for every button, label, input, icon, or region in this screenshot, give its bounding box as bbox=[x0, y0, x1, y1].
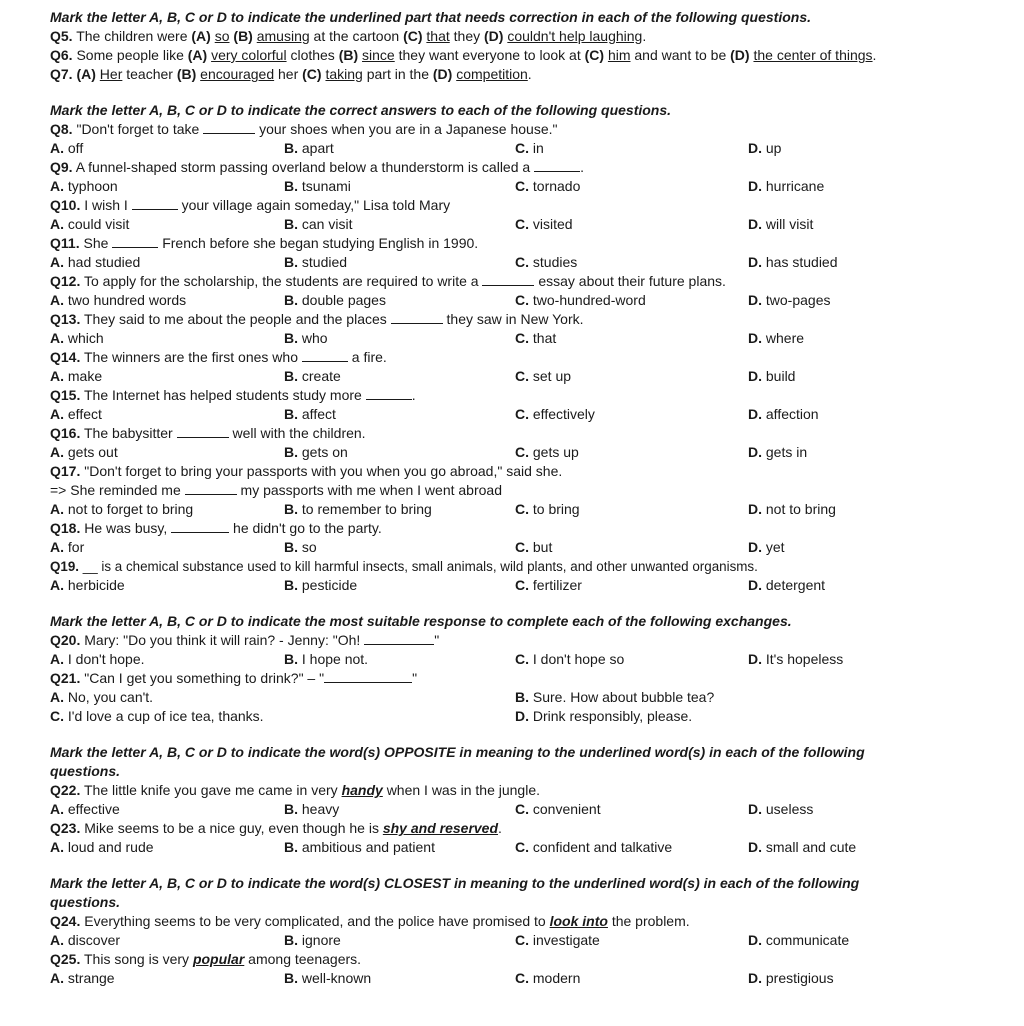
option-d: D. not to bring bbox=[748, 501, 836, 517]
section-instruction-correction: Mark the letter A, B, C or D to indicate the underlined part that needs correction in each of the following questions. bbox=[50, 9, 812, 25]
option-c: C. convenient bbox=[515, 801, 601, 817]
options-q18 bbox=[50, 538, 974, 557]
option-b: B. pesticide bbox=[284, 577, 358, 593]
answer-blank bbox=[171, 519, 229, 533]
q5-part-b: amusing bbox=[256, 28, 310, 44]
q6-part-d: the center of things bbox=[753, 47, 873, 63]
q5-part-a: so bbox=[214, 28, 230, 44]
question-q23: Q23. Mike seems to be a nice guy, even though he is shy and reserved. bbox=[50, 820, 502, 836]
option-c: C. studies bbox=[515, 254, 578, 270]
option-b: B. can visit bbox=[284, 216, 353, 232]
option-a: A. strange bbox=[50, 970, 115, 986]
section-instruction-correct-answers: Mark the letter A, B, C or D to indicate the correct answers to each of the following questions. bbox=[50, 102, 672, 118]
option-a: A. which bbox=[50, 330, 104, 346]
option-c: C. that bbox=[515, 330, 557, 346]
answer-blank bbox=[366, 386, 412, 400]
option-b: B. so bbox=[284, 539, 317, 555]
option-d: D. gets in bbox=[748, 444, 808, 460]
question-q24: Q24. Everything seems to be very complicated, and the police have promised to look into the problem. bbox=[50, 913, 690, 929]
underlined-word: look into bbox=[549, 913, 608, 929]
option-c: C. confident and talkative bbox=[515, 839, 673, 855]
answer-blank bbox=[364, 631, 434, 645]
option-a: A. effective bbox=[50, 801, 120, 817]
options-q23 bbox=[50, 838, 974, 857]
answer-blank bbox=[132, 196, 178, 210]
option-b: B. to remember to bring bbox=[284, 501, 432, 517]
option-a: A. make bbox=[50, 368, 103, 384]
q7-part-d: competition bbox=[456, 66, 528, 82]
option-b: B. who bbox=[284, 330, 328, 346]
option-c: C. to bring bbox=[515, 501, 580, 517]
question-q21: Q21. "Can I get you something to drink?" – " " bbox=[50, 670, 418, 686]
question-q7: Q7. (A) Her teacher (B) encouraged her (C) taking part in the (D) competition. bbox=[50, 66, 532, 82]
q5-part-c: that bbox=[426, 28, 450, 44]
options-q25 bbox=[50, 969, 974, 988]
option-d: D. useless bbox=[748, 801, 814, 817]
option-d: D. prestigious bbox=[748, 970, 834, 986]
option-d: D. It's hopeless bbox=[748, 651, 844, 667]
section-instruction-exchanges: Mark the letter A, B, C or D to indicate the most suitable response to complete each of the following exchanges. bbox=[50, 613, 792, 629]
option-a: A. discover bbox=[50, 932, 121, 948]
options-q17 bbox=[50, 500, 974, 519]
option-d: D. hurricane bbox=[748, 178, 825, 194]
question-q17-line2: => She reminded me my passports with me when I went abroad bbox=[50, 482, 502, 498]
option-c: C. I'd love a cup of ice tea, thanks. bbox=[50, 708, 264, 724]
option-a: A. typhoon bbox=[50, 178, 118, 194]
options-q10 bbox=[50, 215, 974, 234]
question-q18: Q18. He was busy, he didn't go to the party. bbox=[50, 520, 382, 536]
option-b: B. studied bbox=[284, 254, 348, 270]
option-c: C. gets up bbox=[515, 444, 579, 460]
answer-blank bbox=[391, 310, 443, 324]
option-a: A. I don't hope. bbox=[50, 651, 145, 667]
options-q20 bbox=[50, 650, 974, 669]
option-c: C. set up bbox=[515, 368, 572, 384]
option-d: D. communicate bbox=[748, 932, 850, 948]
section-instruction-opposite: Mark the letter A, B, C or D to indicate the word(s) OPPOSITE in meaning to the underlined word(s) in each of the following questions. bbox=[50, 744, 865, 779]
option-a: A. off bbox=[50, 140, 84, 156]
option-b: B. tsunami bbox=[284, 178, 351, 194]
question-q12: Q12. To apply for the scholarship, the students are required to write a essay about their future plans. bbox=[50, 273, 726, 289]
question-q9: Q9. A funnel-shaped storm passing overland below a thunderstorm is called a . bbox=[50, 159, 584, 175]
option-a: A. herbicide bbox=[50, 577, 125, 593]
answer-blank bbox=[112, 234, 158, 248]
options-q21-row1 bbox=[50, 688, 974, 707]
option-a: A. effect bbox=[50, 406, 102, 422]
q7-part-b: encouraged bbox=[200, 66, 275, 82]
answer-blank bbox=[177, 424, 229, 438]
option-a: A. two hundred words bbox=[50, 292, 187, 308]
option-c: C. fertilizer bbox=[515, 577, 582, 593]
option-b: B. ambitious and patient bbox=[284, 839, 435, 855]
option-a: A. loud and rude bbox=[50, 839, 154, 855]
q7-part-c: taking bbox=[325, 66, 363, 82]
underlined-word: popular bbox=[192, 951, 245, 967]
question-q25: Q25. This song is very popular among teenagers. bbox=[50, 951, 362, 967]
options-q16 bbox=[50, 443, 974, 462]
option-b: B. Sure. How about bubble tea? bbox=[515, 689, 715, 705]
option-a: A. No, you can't. bbox=[50, 689, 154, 705]
option-d: D. small and cute bbox=[748, 839, 857, 855]
answer-blank bbox=[185, 481, 237, 495]
options-q15 bbox=[50, 405, 974, 424]
answer-blank bbox=[302, 348, 348, 362]
question-q20: Q20. Mary: "Do you think it will rain? - Jenny: "Oh! " bbox=[50, 632, 440, 648]
question-q16: Q16. The babysitter well with the children. bbox=[50, 425, 366, 441]
q6-part-a: very colorful bbox=[211, 47, 287, 63]
option-a: A. gets out bbox=[50, 444, 118, 460]
option-d: D. affection bbox=[748, 406, 819, 422]
options-q11 bbox=[50, 253, 974, 272]
underlined-word: shy and reserved bbox=[382, 820, 499, 836]
option-b: B. ignore bbox=[284, 932, 341, 948]
question-q5: Q5. The children were (A) so (B) amusing at the cartoon (C) that they (D) couldn't help laughing. bbox=[50, 28, 647, 44]
option-b: B. well-known bbox=[284, 970, 372, 986]
section-instruction-closest: Mark the letter A, B, C or D to indicate the word(s) CLOSEST in meaning to the underlined word(s) in each of the following questions. bbox=[50, 875, 860, 910]
options-q9 bbox=[50, 177, 974, 196]
options-q19 bbox=[50, 576, 974, 595]
question-q11: Q11. She French before she began studying English in 1990. bbox=[50, 235, 479, 251]
option-c: C. investigate bbox=[515, 932, 600, 948]
option-b: B. double pages bbox=[284, 292, 386, 308]
options-q22 bbox=[50, 800, 974, 819]
option-d: D. up bbox=[748, 140, 782, 156]
question-q17: Q17. "Don't forget to bring your passports with you when you go abroad," said she. bbox=[50, 463, 563, 479]
options-q13 bbox=[50, 329, 974, 348]
q6-part-b: since bbox=[362, 47, 395, 63]
q6-part-c: him bbox=[607, 47, 631, 63]
option-b: B. gets on bbox=[284, 444, 348, 460]
option-b: B. heavy bbox=[284, 801, 340, 817]
question-q13: Q13. They said to me about the people and the places they saw in New York. bbox=[50, 311, 584, 327]
answer-blank bbox=[482, 272, 534, 286]
answer-blank bbox=[534, 158, 580, 172]
option-c: C. visited bbox=[515, 216, 573, 232]
option-a: A. not to forget to bring bbox=[50, 501, 194, 517]
options-q8 bbox=[50, 139, 974, 158]
options-q12 bbox=[50, 291, 974, 310]
question-q19: Q19. __ is a chemical substance used to kill harmful insects, small animals, wild plants, and other unwanted organisms. bbox=[50, 559, 758, 574]
option-d: D. will visit bbox=[748, 216, 814, 232]
q5-part-d: couldn't help laughing bbox=[507, 28, 643, 44]
question-q15: Q15. The Internet has helped students study more . bbox=[50, 387, 416, 403]
underlined-word: handy bbox=[341, 782, 383, 798]
option-d: D. build bbox=[748, 368, 796, 384]
option-b: B. create bbox=[284, 368, 341, 384]
answer-blank bbox=[203, 120, 255, 134]
option-c: C. I don't hope so bbox=[515, 651, 625, 667]
option-c: C. in bbox=[515, 140, 544, 156]
question-q10: Q10. I wish I your village again someday," Lisa told Mary bbox=[50, 197, 451, 213]
question-q6: Q6. Some people like (A) very colorful clothes (B) since they want everyone to look at (C) him and want to be (D) the center of things. bbox=[50, 47, 877, 63]
option-d: D. two-pages bbox=[748, 292, 831, 308]
question-q8: Q8. "Don't forget to take your shoes when you are in a Japanese house." bbox=[50, 121, 558, 137]
option-c: C. tornado bbox=[515, 178, 581, 194]
option-c: C. modern bbox=[515, 970, 581, 986]
option-d: D. has studied bbox=[748, 254, 838, 270]
option-c: C. but bbox=[515, 539, 553, 555]
option-d: D. Drink responsibly, please. bbox=[515, 708, 693, 724]
answer-blank bbox=[324, 669, 412, 683]
option-a: A. for bbox=[50, 539, 85, 555]
option-d: D. where bbox=[748, 330, 805, 346]
question-q14: Q14. The winners are the first ones who a fire. bbox=[50, 349, 387, 365]
options-q24 bbox=[50, 931, 974, 950]
option-c: C. effectively bbox=[515, 406, 595, 422]
options-q21-row2 bbox=[50, 707, 974, 726]
options-q14 bbox=[50, 367, 974, 386]
option-d: D. detergent bbox=[748, 577, 826, 593]
option-b: B. I hope not. bbox=[284, 651, 369, 667]
option-b: B. affect bbox=[284, 406, 336, 422]
question-q22: Q22. The little knife you gave me came in very handy when I was in the jungle. bbox=[50, 782, 541, 798]
option-c: C. two-hundred-word bbox=[515, 292, 646, 308]
q7-part-a: Her bbox=[99, 66, 123, 82]
option-b: B. apart bbox=[284, 140, 334, 156]
option-a: A. could visit bbox=[50, 216, 130, 232]
option-a: A. had studied bbox=[50, 254, 141, 270]
option-d: D. yet bbox=[748, 539, 785, 555]
